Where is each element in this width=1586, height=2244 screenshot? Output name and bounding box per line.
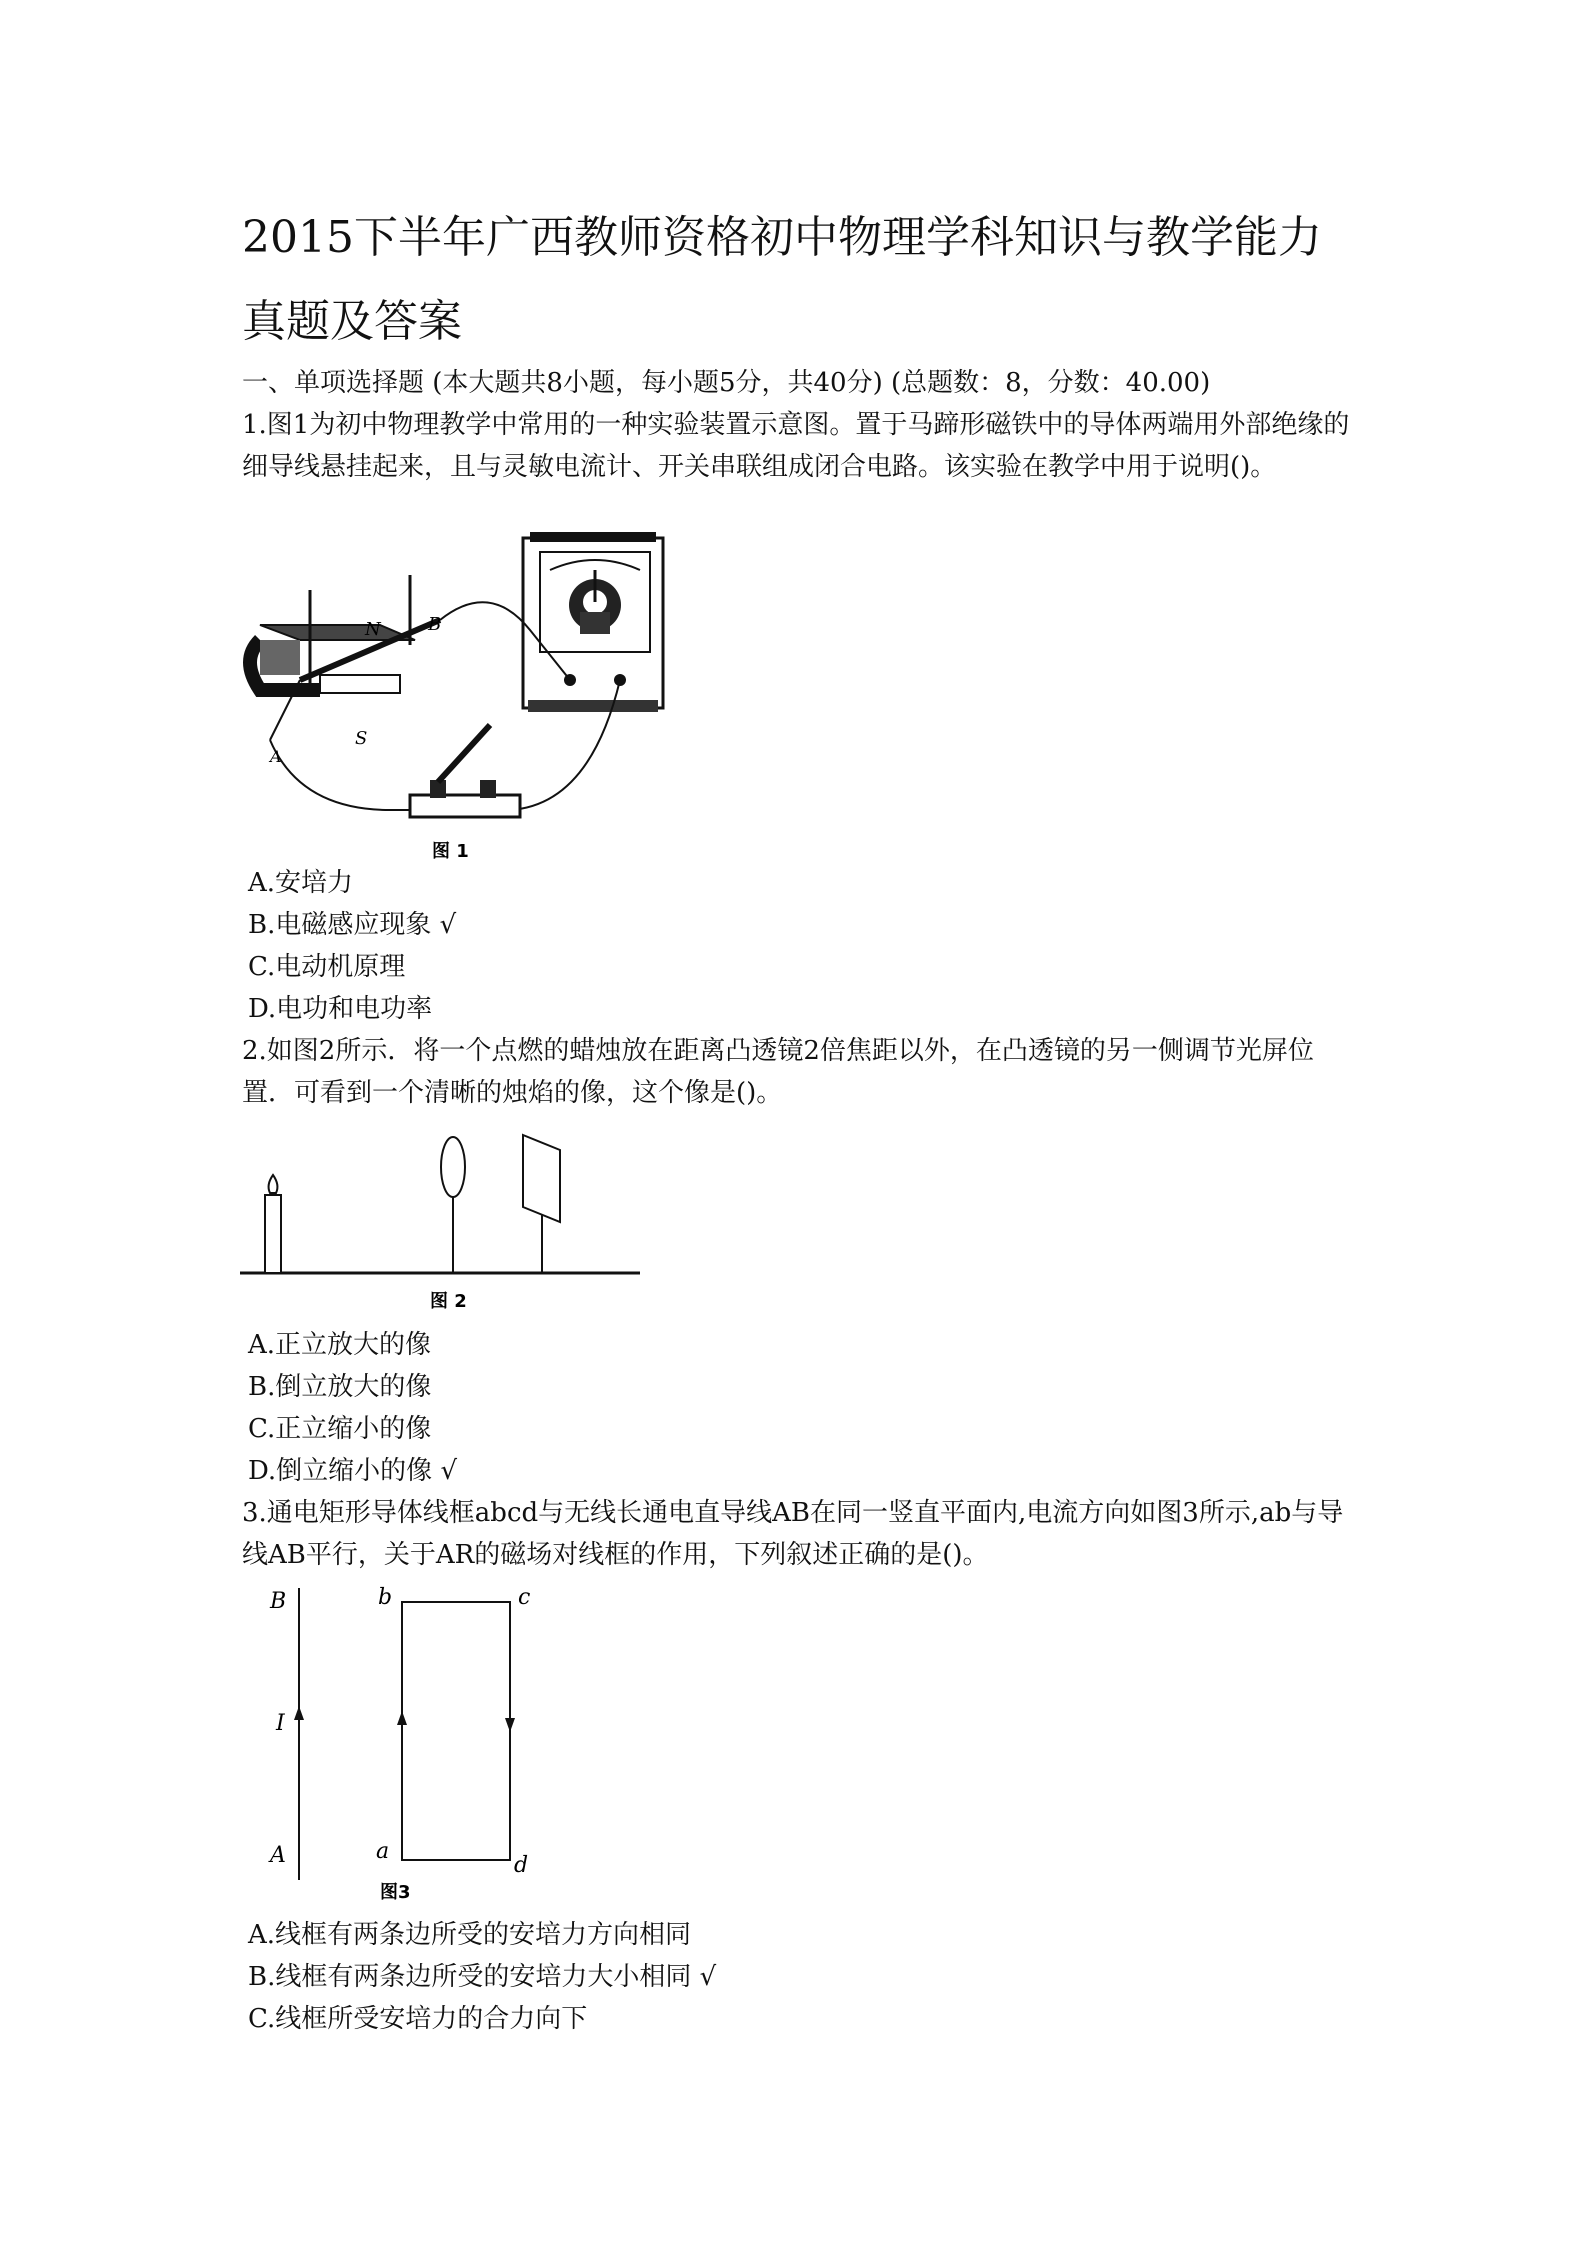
figure-2 [240,1130,642,1315]
figure-3-caption: 图3 [380,1882,411,1900]
figure-1-label-a: A [270,747,282,766]
q2-option-a: A.正立放大的像 [248,1330,432,1360]
figure-3-label-big-a: A [270,1843,286,1868]
figure-3-drawing [250,1580,550,1900]
figure-2-caption: 图 2 [430,1291,467,1312]
figure-3-label-a: a [376,1839,390,1864]
q1-option-c: C.电动机原理 [248,952,406,982]
question-1-stem: 1.图1为初中物理教学中常用的一种实验装置示意图。置于马蹄形磁铁中的导体两端用外部绝缘的细导线悬挂起来，且与灵敏电流计、开关串联组成闭合电路。该实验在教学中用于说明()。 [242,410,1350,482]
figure-3-label-i: I [276,1711,285,1736]
document-title: 2015下半年广西教师资格初中物理学科知识与教学能力真题及答案 [242,212,1322,347]
figure-3 [250,1580,550,1900]
q2-option-b: B.倒立放大的像 [248,1372,432,1402]
q1-option-d: D.电功和电功率 [248,994,433,1024]
figure-1 [240,530,680,865]
section-heading: 一、单项选择题 (本大题共8小题，每小题5分，共40分) (总题数：8，分数：40.00) [242,368,1211,398]
figure-3-label-big-b: B [270,1589,287,1614]
figure-1-caption: 图 1 [432,841,469,862]
question-3-stem: 3.通电矩形导体线框abcd与无线长通电直导线AB在同一竖直平面内,电流方向如图3所示,ab与导线AB平行，关于AR的磁场对线框的作用，下列叙述正确的是()。 [242,1498,1344,1570]
q1-option-b: B.电磁感应现象 √ [248,910,457,940]
figure-3-label-d: d [514,1853,529,1878]
figure-3-label-c: c [518,1585,531,1610]
q2-option-c: C.正立缩小的像 [248,1414,432,1444]
figure-1-label-b: B [428,614,442,635]
figure-1-drawing [240,530,680,865]
figure-1-label-s: S [355,728,368,749]
figure-1-label-n: N [365,619,381,640]
q3-option-a: A.线框有两条边所受的安培力方向相同 [248,1920,692,1950]
q2-option-d: D.倒立缩小的像 √ [248,1456,458,1486]
q3-option-c: C.线框所受安培力的合力向下 [248,2004,588,2034]
q3-option-b: B.线框有两条边所受的安培力大小相同 √ [248,1962,717,1992]
question-2-stem: 2.如图2所示．将一个点燃的蜡烛放在距离凸透镜2倍焦距以外，在凸透镜的另一侧调节光屏位置．可看到一个清晰的烛焰的像，这个像是()。 [242,1036,1314,1108]
q1-option-a: A.安培力 [248,868,354,898]
figure-2-drawing [240,1130,642,1315]
figure-3-label-b: b [378,1585,393,1610]
